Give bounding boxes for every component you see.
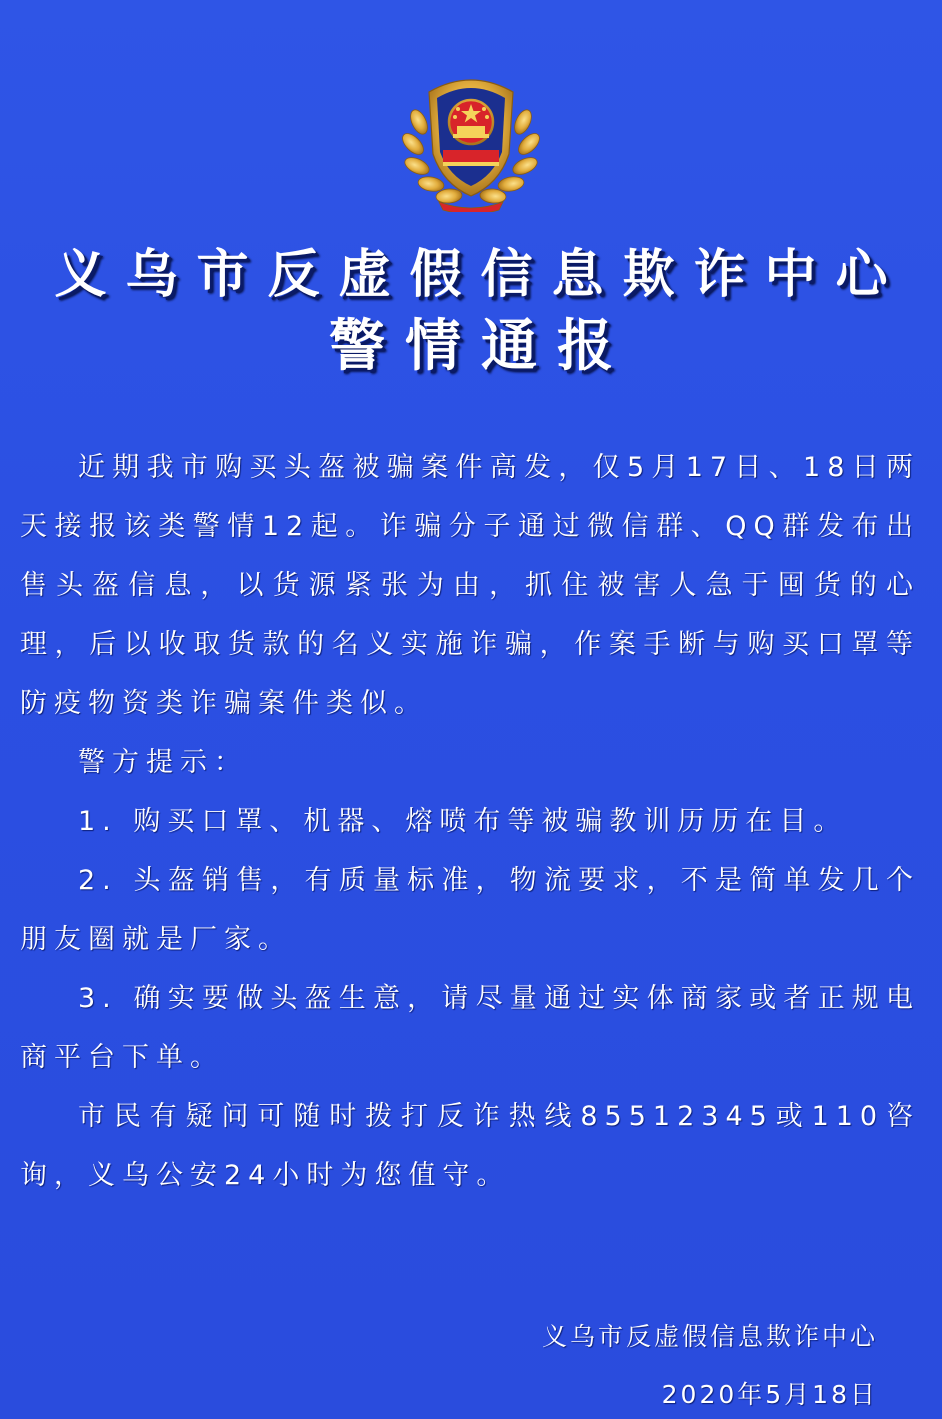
signature-organization: 义乌市反虚假信息欺诈中心 xyxy=(541,1322,878,1351)
paragraph-incident: 近期我市购买头盔被骗案件高发，仅5月17日、18日两天接报该类警情12起。诈骗分子通过微信群、QQ群发布出售头盔信息，以货源紧张为由，抓住被害人急于囤货的心理，后以收取货款的名义实施诈骗，作案手断与购买口罩等防疫物资类诈骗案件类似。 xyxy=(20,452,920,719)
paragraph-police-tips-heading: 警方提示： xyxy=(78,747,248,778)
notice-title: 义乌市反虚假信息欺诈中心 xyxy=(54,244,907,305)
paragraph-tip-3: 3. 确实要做头盔生意，请尽量通过实体商家或者正规电商平台下单。 xyxy=(20,983,920,1073)
signature-date: 2020年5月18日 xyxy=(661,1380,878,1409)
notice-body xyxy=(20,438,920,1205)
paragraph-tip-1: 1. 购买口罩、机器、熔喷布等被骗教训历历在目。 xyxy=(78,806,848,837)
paragraph-tip-2: 2. 头盔销售，有质量标准，物流要求，不是简单发几个朋友圈就是厂家。 xyxy=(20,865,920,955)
paragraph-hotline: 市民有疑问可随时拨打反诈热线85512345或110咨询，义乌公安24小时为您值守。 xyxy=(20,1101,920,1191)
police-emblem-icon xyxy=(399,62,543,212)
notice-subtitle: 警情通报 xyxy=(329,313,633,379)
